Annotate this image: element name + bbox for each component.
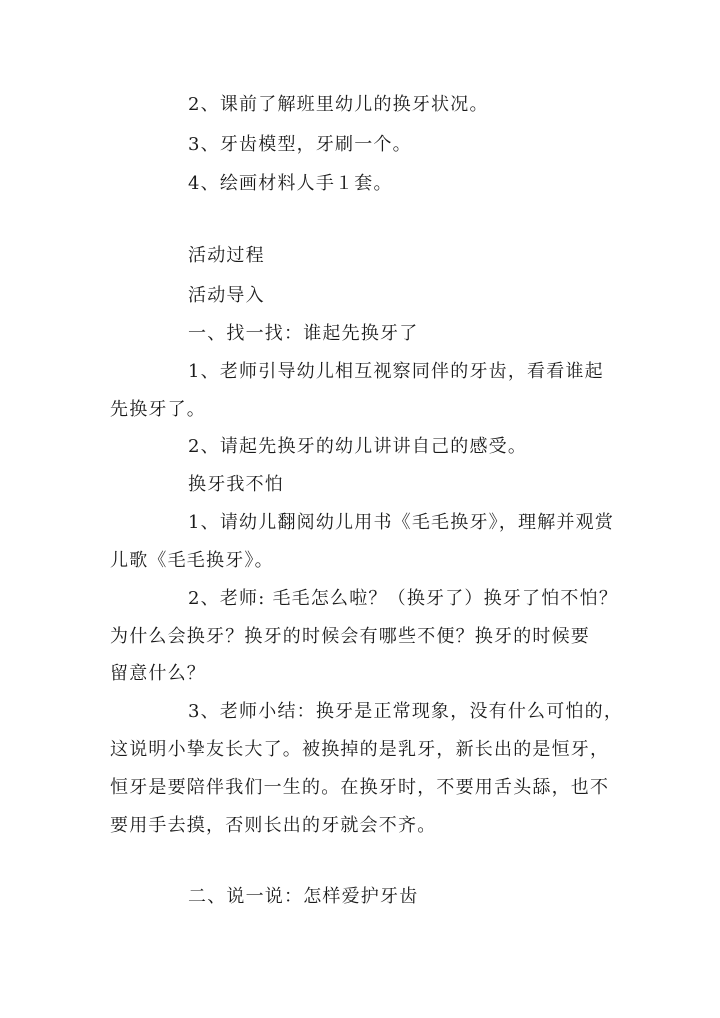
paragraph-line: 留意什么？ (110, 663, 206, 684)
paragraph-line: 2、老师: 毛毛怎么啦？（换牙了）换牙了怕不怕？ (188, 588, 619, 609)
paragraph-line: 1、老师引导幼儿相互视察同伴的牙齿，看看谁起 (188, 361, 604, 382)
paragraph-line: 2、课前了解班里幼儿的换牙状况。 (188, 94, 489, 115)
paragraph-line: 1、请幼儿翻阅幼儿用书《毛毛换牙》，理解并观赏 (188, 512, 615, 533)
paragraph-line: 先换牙了。 (110, 399, 206, 420)
section-heading: 活动过程 (188, 245, 265, 266)
section-heading: 活动导入 (188, 285, 265, 306)
paragraph-line: 3、牙齿模型，牙刷一个。 (188, 134, 412, 155)
section-heading: 二、说一说：怎样爱护牙齿 (188, 886, 419, 907)
paragraph-line: 这说明小挚友长大了。被换掉的是乳牙，新长出的是恒牙， (110, 739, 610, 760)
paragraph-line: 儿歌《毛毛换牙》。 (110, 550, 274, 571)
paragraph-line: 要用手去摸，否则长出的牙就会不齐。 (110, 815, 437, 836)
paragraph-line: 4、绘画材料人手１套。 (188, 173, 393, 194)
paragraph-line: 3、老师小结：换牙是正常现象，没有什么可怕的， (188, 701, 624, 722)
paragraph-line: 2、请起先换牙的幼儿讲讲自己的感受。 (188, 436, 528, 457)
paragraph-line: 为什么会换牙？换牙的时候会有哪些不便？换牙的时候要 (110, 626, 590, 647)
section-heading: 换牙我不怕 (188, 474, 284, 495)
section-heading: 一、找一找：谁起先换牙了 (188, 323, 419, 344)
paragraph-line: 恒牙是要陪伴我们一生的。在换牙时，不要用舌头舔，也不 (110, 777, 610, 798)
